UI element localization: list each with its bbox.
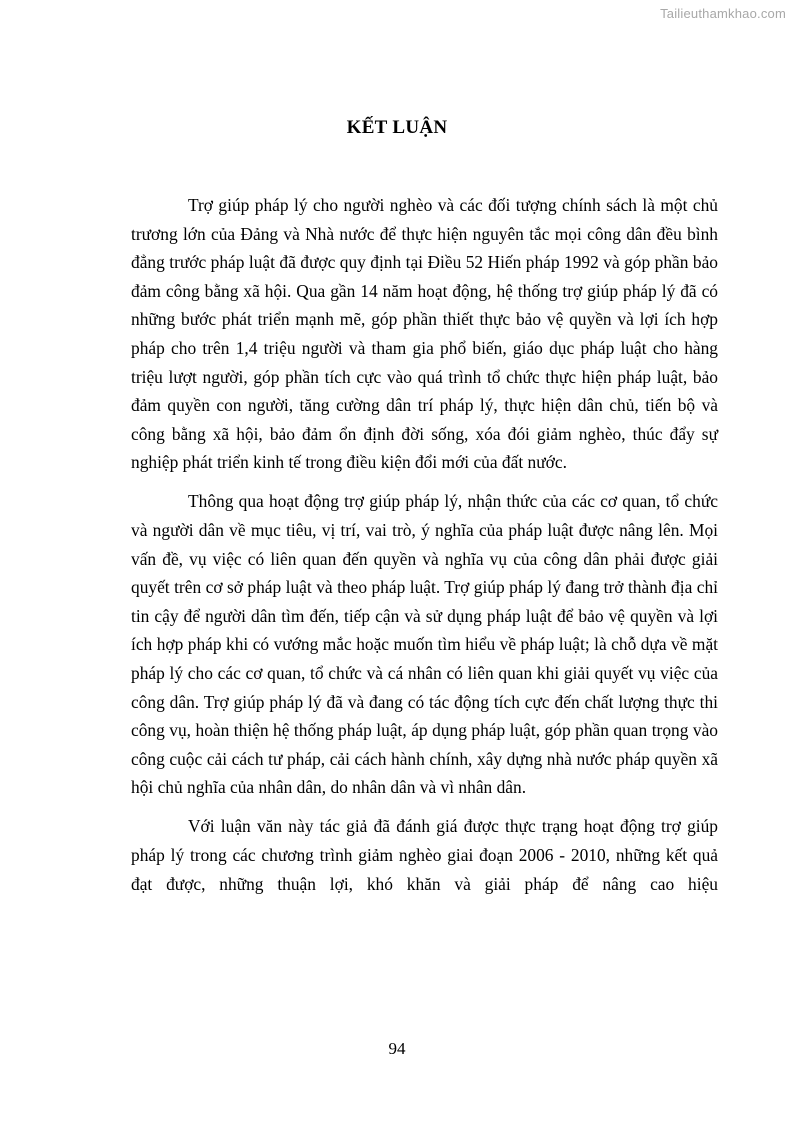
paragraph-2: Thông qua hoạt động trợ giúp pháp lý, nhận thức của các cơ quan, tổ chức và người dân về mục tiêu, vị trí, vai trò, ý nghĩa của pháp luật được nâng lên. Mọi vấn đề, vụ việc có liên quan đến quyền và nghĩa vụ của công dân phải được giải quyết trên cơ sở pháp luật và theo pháp luật. Trợ giúp pháp lý đang trở thành địa chỉ tin cậy để người dân tìm đến, tiếp cận và sử dụng pháp luật để bảo vệ quyền và lợi ích hợp pháp khi có vướng mắc hoặc muốn tìm hiểu về pháp luật; là chỗ dựa về mặt pháp lý cho các cơ quan, tổ chức và cá nhân có liên quan khi giải quyết vụ việc của công dân. Trợ giúp pháp lý đã và đang có tác động tích cực đến chất lượng thực thi công vụ, hoàn thiện hệ thống pháp luật, áp dụng pháp luật, góp phần quan trọng vào công cuộc cải cách tư pháp, cải cách hành chính, xây dựng nhà nước pháp quyền xã hội chủ nghĩa của nhân dân, do nhân dân và vì nhân dân. [131, 491, 718, 798]
paragraph-3: Với luận văn này tác giả đã đánh giá được thực trạng hoạt động trợ giúp pháp lý trong các chương trình giảm nghèo giai đoạn 2006 - 2010, những kết quả đạt được, những thuận lợi, khó khăn và giải pháp để nâng cao hiệu [131, 816, 718, 894]
page-title: KẾT LUẬN [346, 117, 448, 138]
page-number: 94 [388, 1039, 406, 1058]
body-text [131, 191, 718, 909]
paragraph-1: Trợ giúp pháp lý cho người nghèo và các đối tượng chính sách là một chủ trương lớn của Đảng và Nhà nước để thực hiện nguyên tắc mọi công dân đều bình đẳng trước pháp luật đã được quy định tại Điều 52 Hiến pháp 1992 và góp phần bảo đảm công bằng xã hội. Qua gần 14 năm hoạt động, hệ thống trợ giúp pháp lý đã có những bước phát triển mạnh mẽ, góp phần thiết thực bảo vệ quyền và lợi ích hợp pháp cho trên 1,4 triệu người và tham gia phổ biến, giáo dục pháp luật cho hàng triệu lượt người, góp phần tích cực vào quá trình tổ chức thực hiện pháp luật, bảo đảm quyền con người, tăng cường dân trí pháp lý, thực hiện dân chủ, tiến bộ và công bằng xã hội, bảo đảm ổn định đời sống, xóa đói giảm nghèo, thúc đẩy sự nghiệp phát triển kinh tế trong điều kiện đổi mới của đất nước. [131, 195, 718, 473]
watermark: Tailieuthamkhao.com [660, 6, 786, 21]
